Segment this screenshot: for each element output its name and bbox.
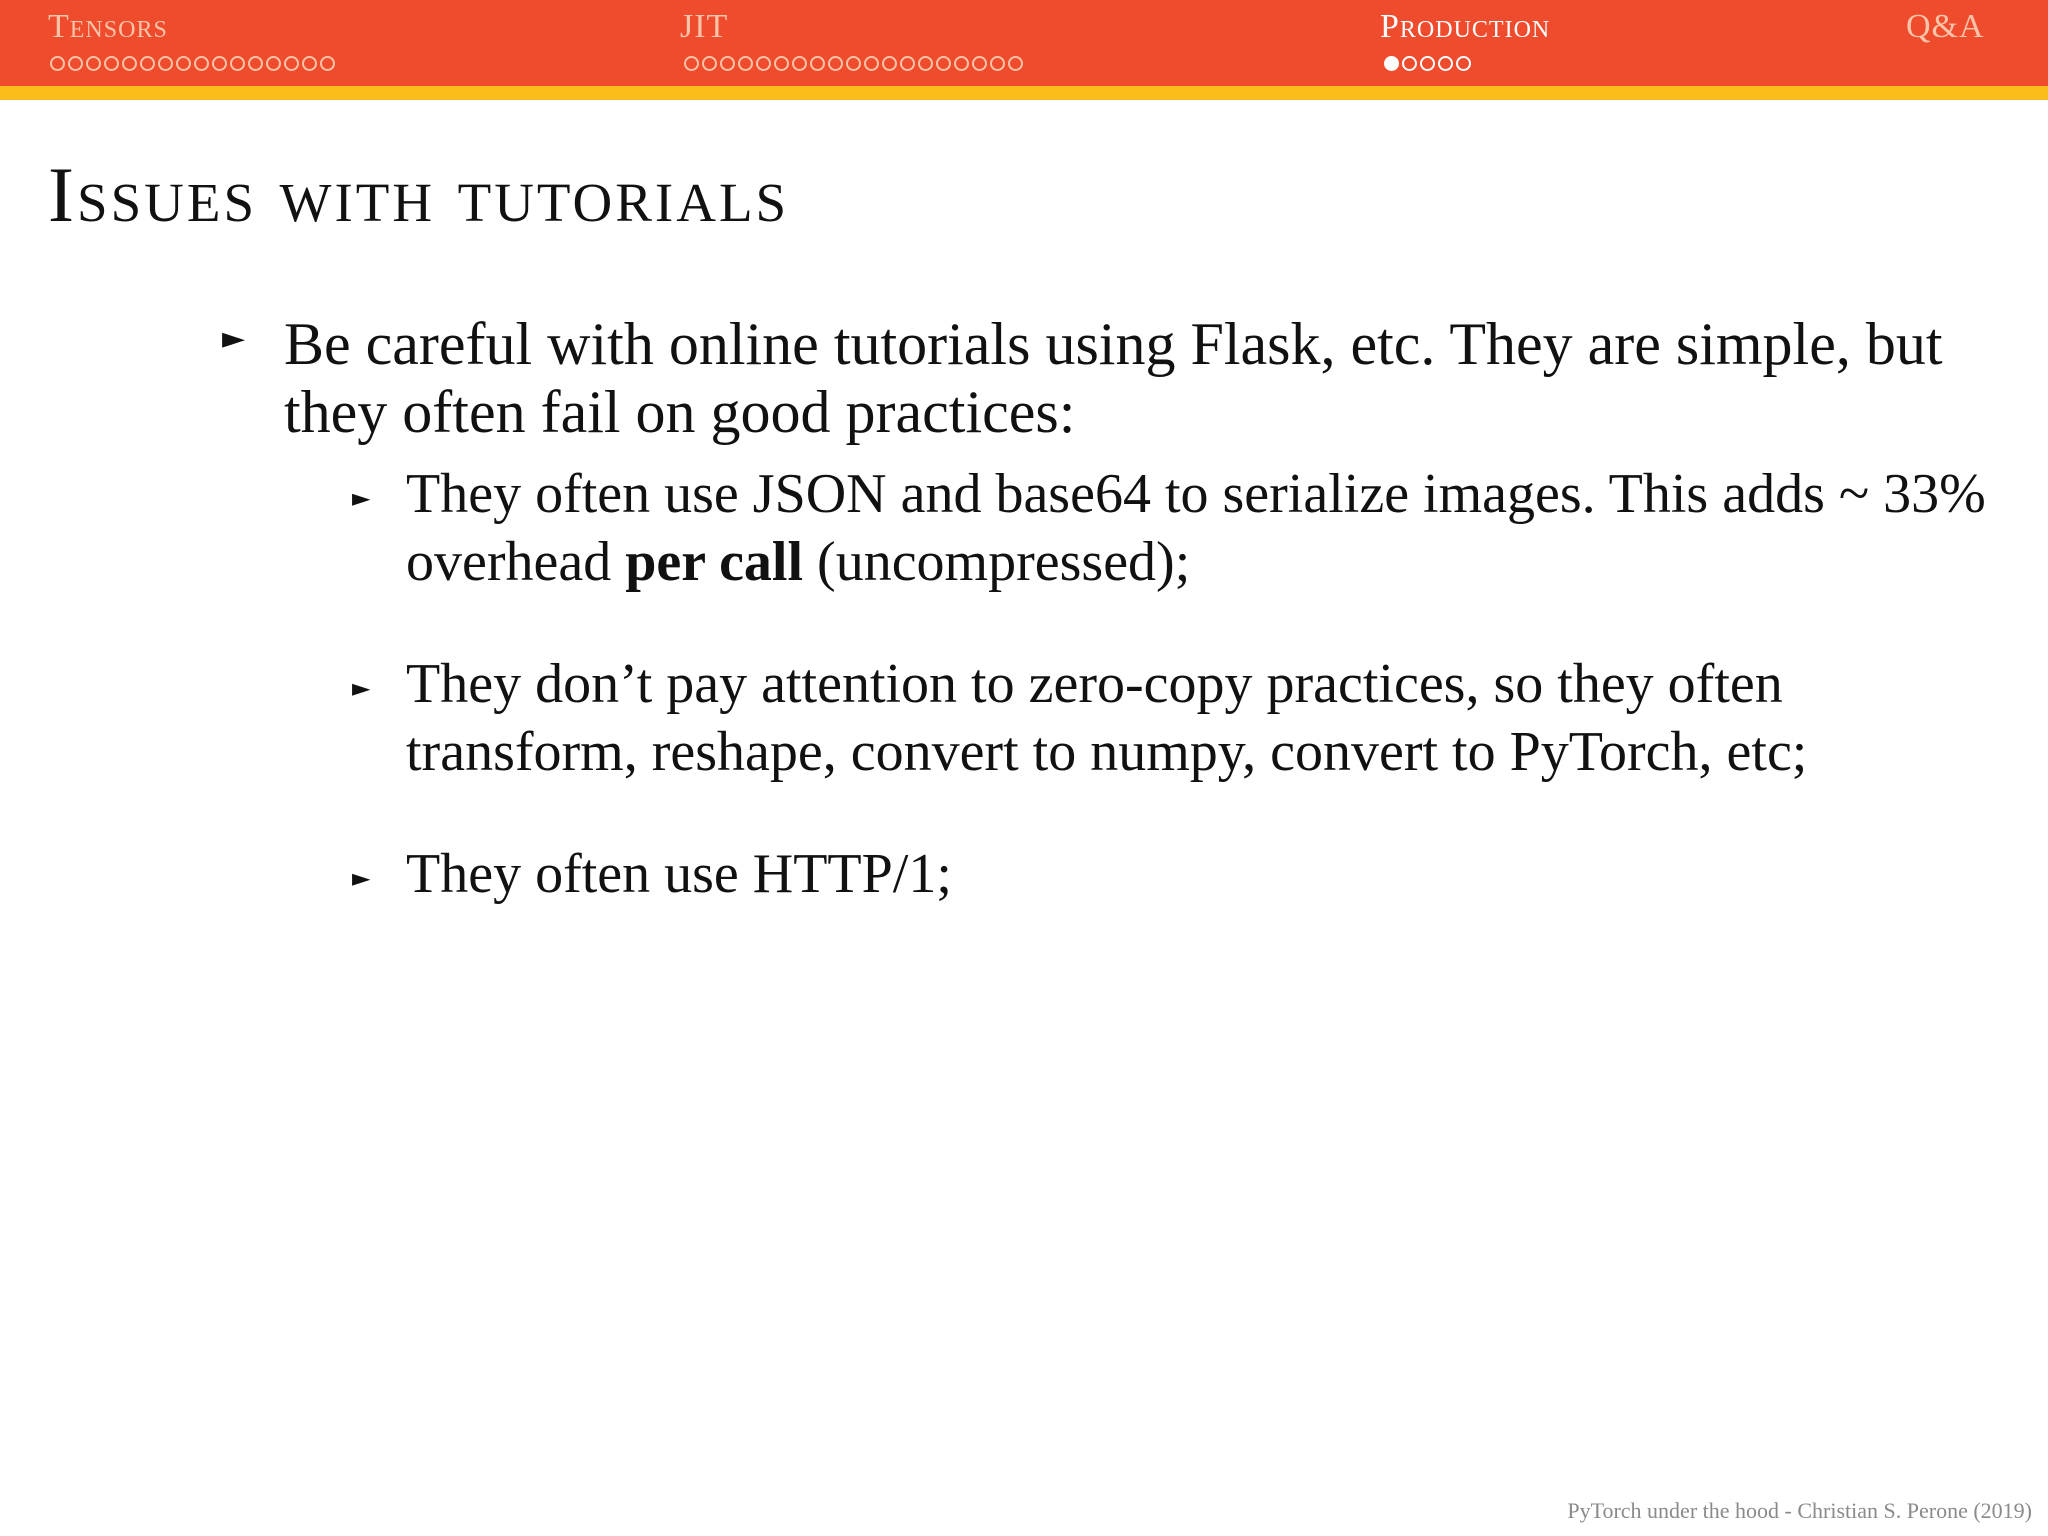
subbullet-bold-text: per call bbox=[625, 531, 804, 593]
subbullet-marker: ► bbox=[352, 674, 371, 702]
subbullet-text bbox=[406, 460, 2006, 596]
subbullet-text-part: (uncompressed); bbox=[803, 531, 1191, 593]
nav-section-production[interactable]: Production bbox=[1380, 8, 1551, 45]
subbullet-text bbox=[406, 840, 2006, 908]
subbullet-text-part: They often use JSON and base64 to serialize images. This adds ~ 33% overhead bbox=[406, 463, 1986, 593]
subbullet-text bbox=[406, 650, 2006, 786]
nav-section-tensors[interactable]: Tensors bbox=[48, 8, 168, 45]
slide-title: Issues with tutorials bbox=[48, 151, 790, 238]
nav-section-qa[interactable]: Q&A bbox=[1906, 8, 1985, 45]
slide-footer: PyTorch under the hood - Christian S. Perone (2019) bbox=[1567, 1498, 2032, 1523]
bullet-text: Be careful with online tutorials using Flask, etc. They are simple, but they often fail on good practices: bbox=[284, 311, 1943, 445]
subbullet-marker: ► bbox=[352, 484, 371, 512]
bullet-marker: ► bbox=[222, 321, 246, 356]
subbullet-text-part: They don’t pay attention to zero-copy practices, so they often transform, reshape, convert to numpy, convert to PyTorch, etc; bbox=[406, 653, 1808, 783]
subbullet-text-part: They often use HTTP/1; bbox=[406, 843, 952, 905]
nav-section-jit[interactable]: JIT bbox=[680, 8, 729, 45]
subbullet-marker: ► bbox=[352, 864, 371, 892]
